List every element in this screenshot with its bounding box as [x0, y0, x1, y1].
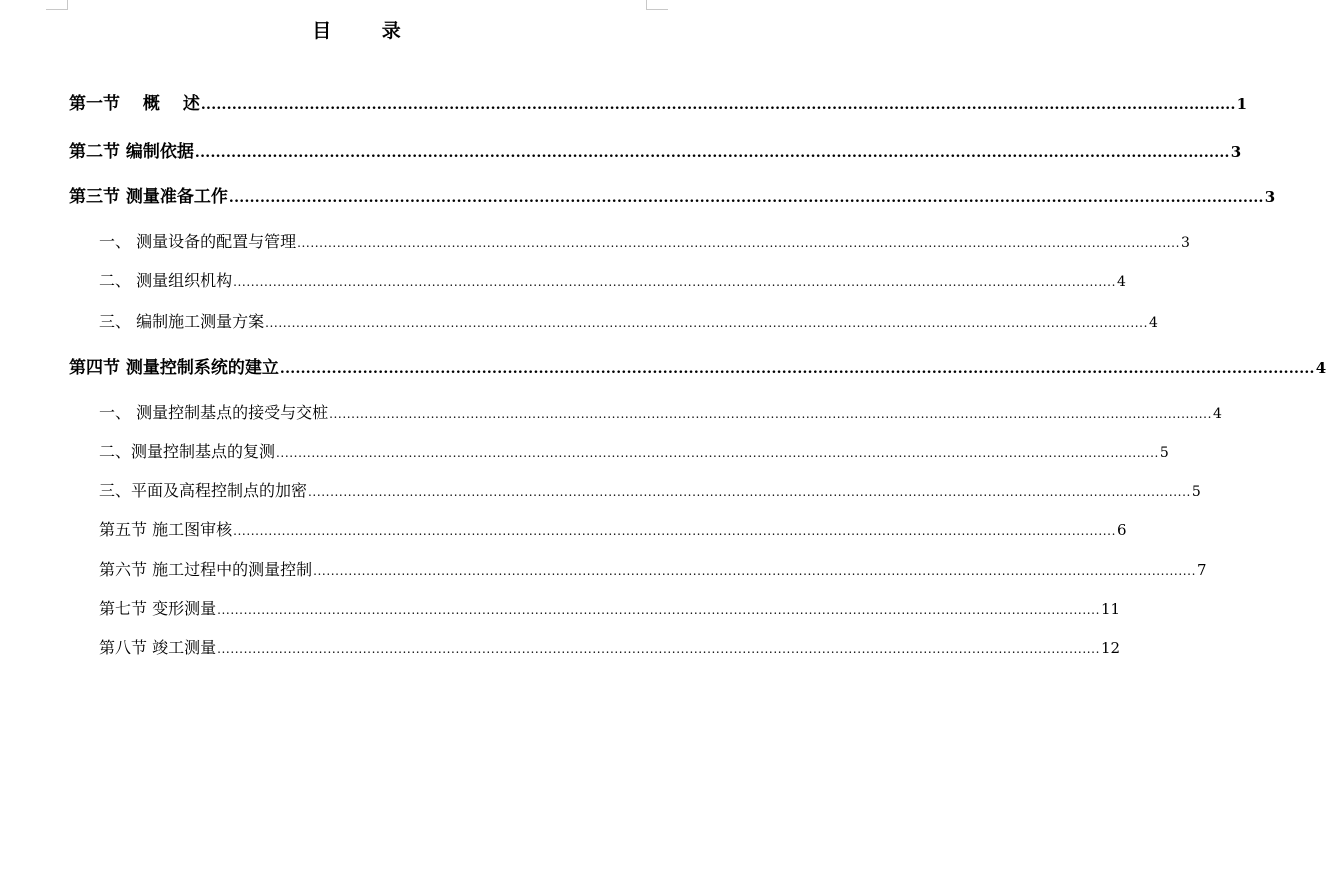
crop-mark-top-left-vertical	[67, 0, 68, 10]
toc-leader-dots: ........................................................................................................................................................................................................	[313, 564, 1196, 578]
toc-leader-dots: ........................................................................................................................................................................................................	[217, 642, 1100, 656]
toc-entry-label: 第一节 概 述	[69, 94, 200, 114]
toc-page-number: 7	[1196, 561, 1207, 579]
toc-entry-label: 第二节 编制依据	[69, 142, 194, 162]
toc-entry-3-3[interactable]	[99, 309, 1158, 333]
toc-page-number: 3	[1264, 188, 1276, 206]
toc-entry-4-3[interactable]	[99, 478, 1201, 502]
toc-leader-dots: ........................................................................................................................................................................................................	[297, 236, 1180, 250]
toc-page-number: 4	[1315, 359, 1326, 377]
toc-page-number: 11	[1100, 600, 1121, 618]
toc-leader-dots: ........................................................................................................................................................................................................	[329, 407, 1212, 421]
toc-entry-label: 三、 编制施工测量方案	[99, 312, 265, 331]
toc-entry-label: 一、 测量控制基点的接受与交桩	[99, 403, 329, 422]
toc-entry-4-2[interactable]	[99, 439, 1169, 463]
toc-page-number: 4	[1148, 315, 1158, 331]
crop-mark-top-right-vertical	[646, 0, 647, 10]
toc-page-number: 4	[1212, 406, 1222, 422]
toc-leader-dots: ........................................................................................................................................................................................................	[228, 190, 1264, 206]
toc-entry-label: 第六节 施工过程中的测量控制	[99, 560, 313, 579]
toc-entry-label: 第七节 变形测量	[99, 599, 217, 618]
toc-entry-label: 第八节 竣工测量	[99, 638, 217, 657]
toc-page-number: 4	[1116, 274, 1126, 290]
toc-entry-4-1[interactable]	[99, 400, 1222, 424]
toc-title: 目 录	[312, 20, 423, 42]
toc-page-number: 3	[1230, 143, 1242, 161]
toc-entry-section-8[interactable]	[99, 635, 1121, 659]
toc-entry-label: 第三节 测量准备工作	[69, 187, 228, 207]
toc-leader-dots: ........................................................................................................................................................................................................	[279, 361, 1315, 377]
toc-page-number: 12	[1100, 639, 1121, 657]
toc-leader-dots: ........................................................................................................................................................................................................	[200, 97, 1236, 113]
toc-entry-section-7[interactable]	[99, 596, 1121, 620]
toc-leader-dots: ........................................................................................................................................................................................................	[265, 316, 1148, 330]
toc-entry-section-6[interactable]	[99, 557, 1207, 581]
toc-page-number: 3	[1180, 235, 1190, 251]
toc-entry-3-1[interactable]	[99, 229, 1190, 253]
toc-page-number: 6	[1116, 521, 1127, 539]
toc-leader-dots: ........................................................................................................................................................................................................	[233, 275, 1116, 289]
toc-entry-label: 三、平面及高程控制点的加密	[99, 481, 308, 500]
toc-entry-section-3[interactable]	[69, 182, 1276, 207]
toc-entry-label: 二、测量控制基点的复测	[99, 442, 276, 461]
toc-entry-section-5[interactable]	[99, 517, 1127, 541]
toc-entry-label: 第五节 施工图审核	[99, 520, 233, 539]
toc-entry-label: 第四节 测量控制系统的建立	[69, 358, 279, 378]
crop-mark-top-right	[646, 9, 668, 10]
toc-entry-3-2[interactable]	[99, 268, 1126, 292]
toc-entry-label: 一、 测量设备的配置与管理	[99, 232, 297, 251]
toc-page-number: 1	[1236, 95, 1248, 113]
toc-leader-dots: ........................................................................................................................................................................................................	[217, 603, 1100, 617]
toc-entry-section-2[interactable]	[69, 137, 1242, 162]
toc-page-number: 5	[1159, 445, 1169, 461]
toc-leader-dots: ........................................................................................................................................................................................................	[194, 145, 1230, 161]
toc-leader-dots: ........................................................................................................................................................................................................	[308, 485, 1191, 499]
toc-page-number: 5	[1191, 484, 1201, 500]
toc-entry-section-4[interactable]	[69, 353, 1326, 378]
toc-leader-dots: ........................................................................................................................................................................................................	[233, 524, 1116, 538]
crop-mark-top-left	[46, 9, 68, 10]
toc-leader-dots: ........................................................................................................................................................................................................	[276, 446, 1159, 460]
toc-entry-label: 二、 测量组织机构	[99, 271, 233, 290]
toc-entry-section-1[interactable]	[69, 89, 1248, 114]
